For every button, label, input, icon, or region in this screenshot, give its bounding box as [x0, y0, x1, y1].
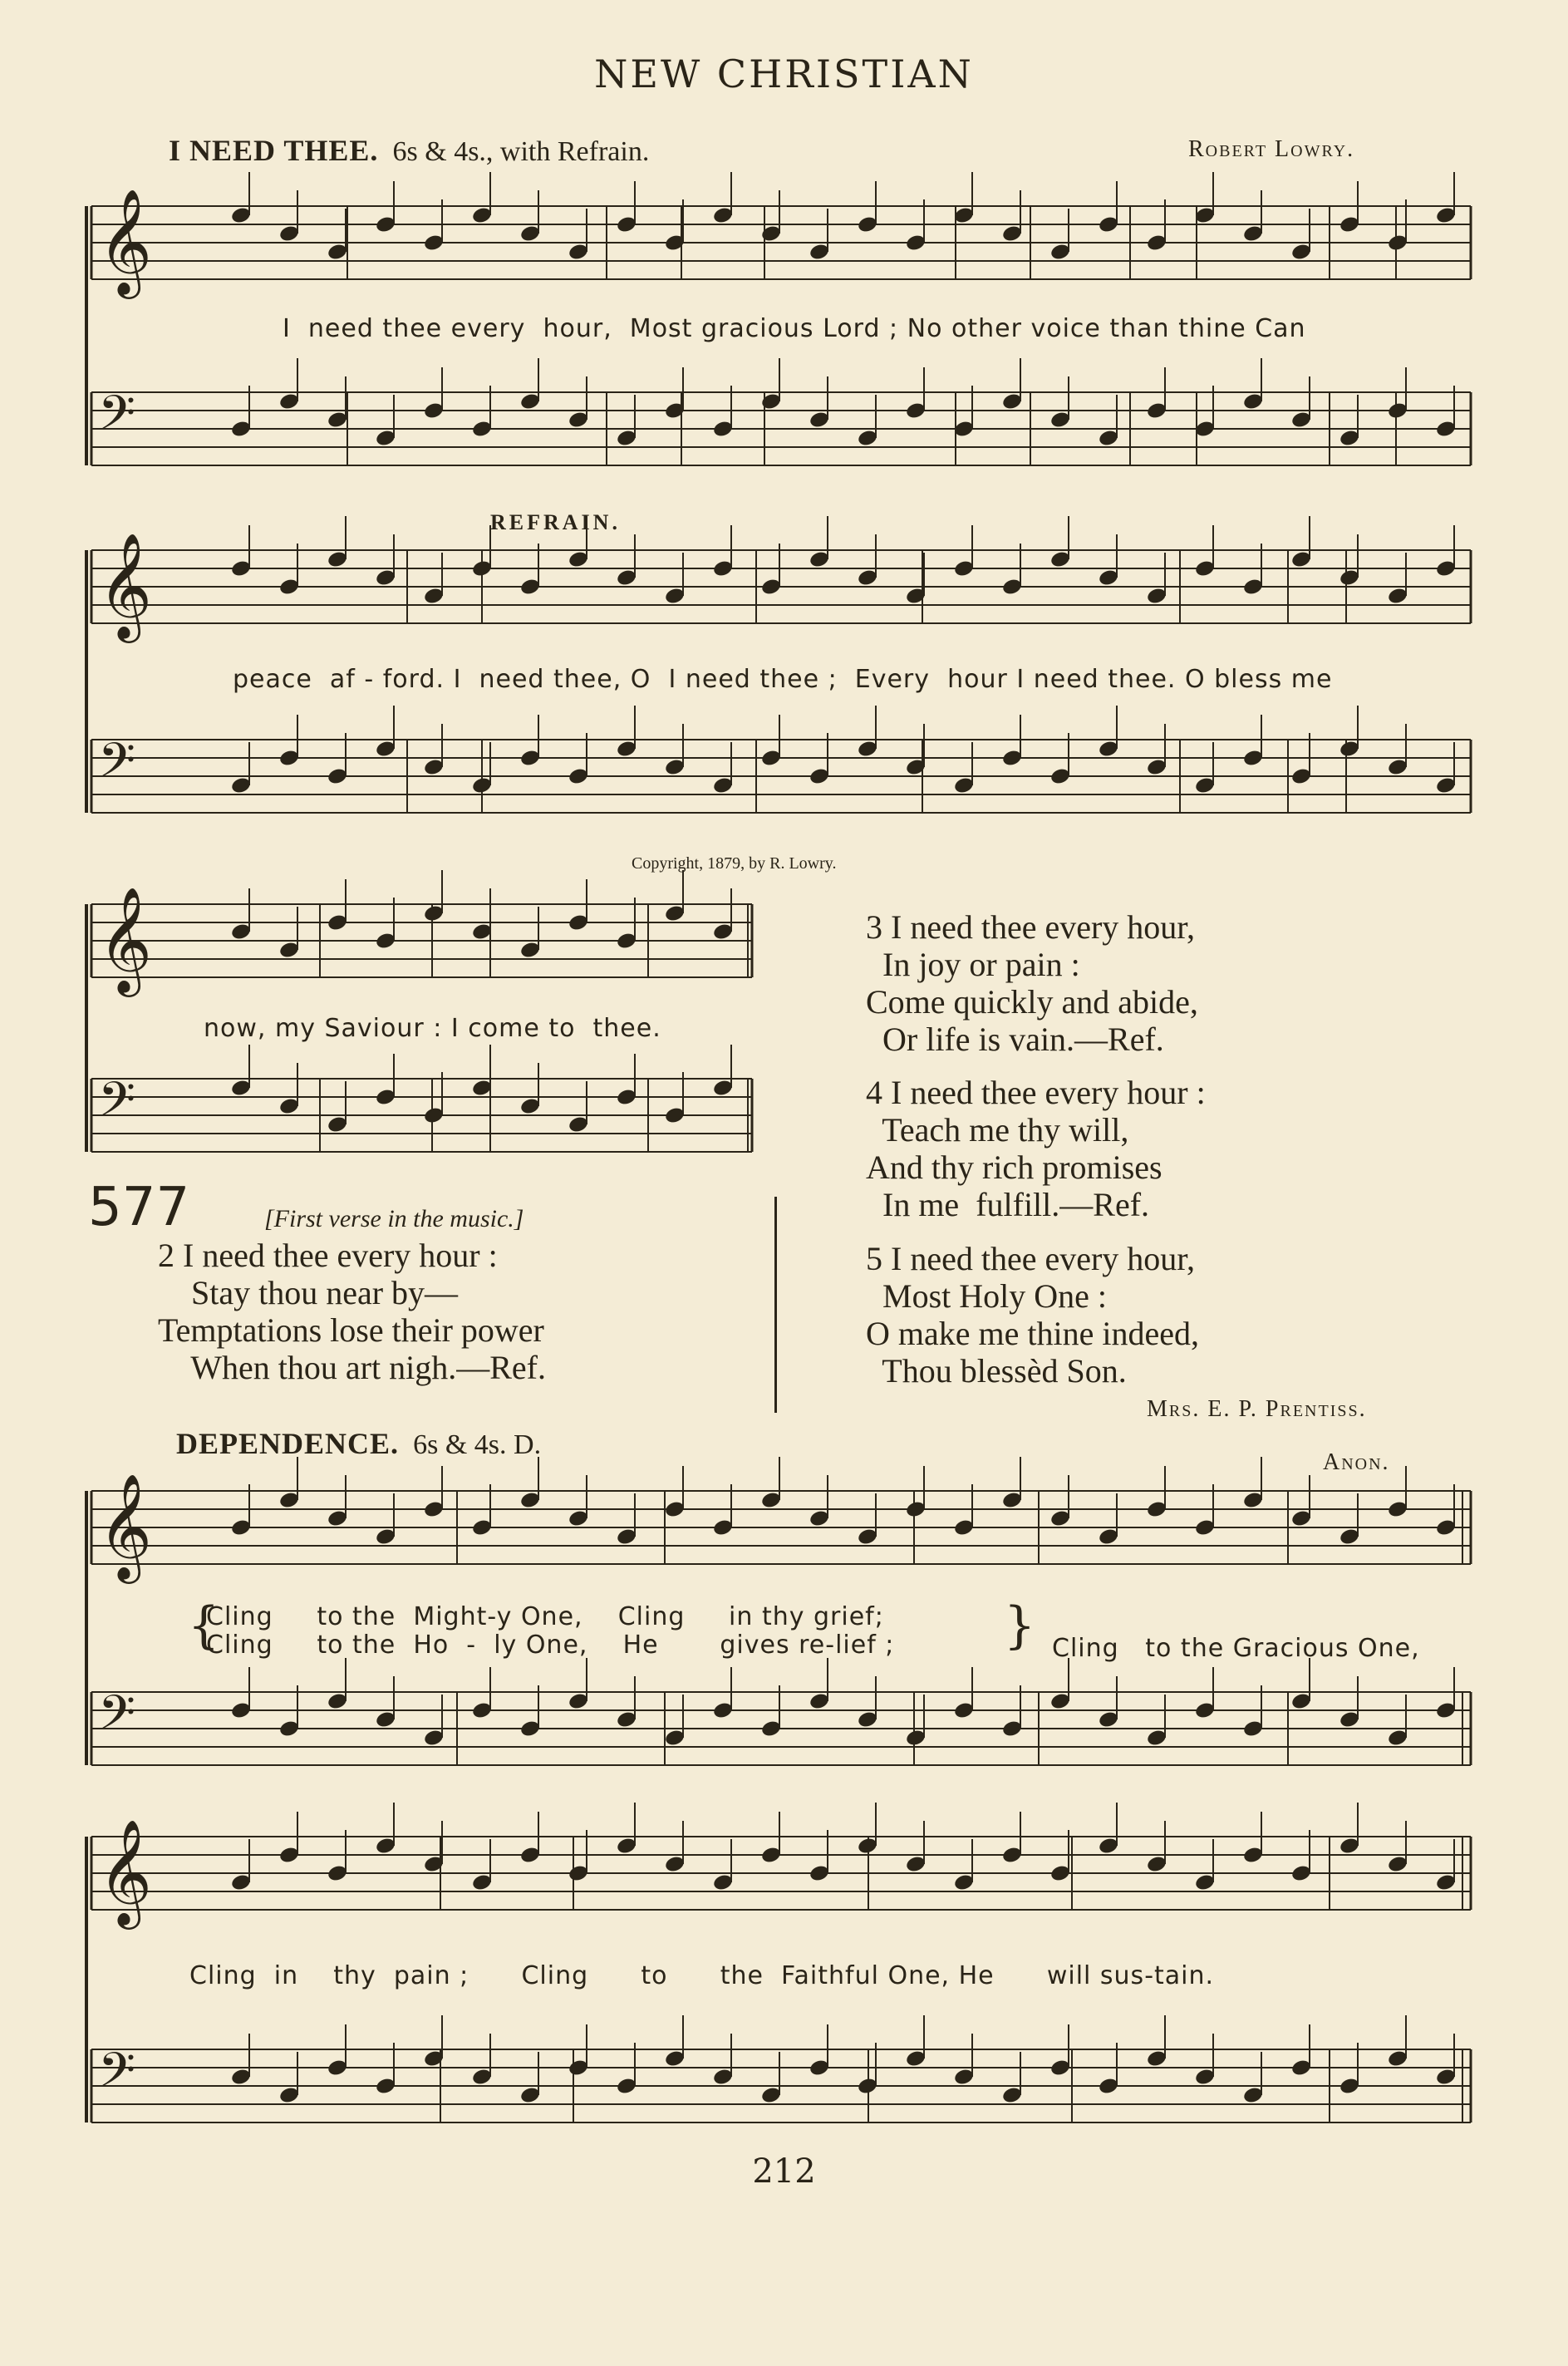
tune-title: DEPENDENCE.	[176, 1427, 400, 1460]
stanza-line: 5 I need thee every hour,	[866, 1240, 1195, 1277]
treble-clef-icon: 𝄞	[98, 1818, 153, 1925]
brace: }	[1004, 1596, 1036, 1655]
running-head: NEW CHRISTIAN	[594, 52, 974, 96]
bass-clef-icon: 𝄢	[98, 385, 136, 453]
bass-clef-icon: 𝄢	[98, 732, 136, 800]
lyric-line: now, my Saviour : I come to thee.	[204, 1014, 661, 1043]
stanza-line: In me fulfill.—Ref.	[866, 1186, 1150, 1223]
treble-clef-icon: 𝄞	[98, 1473, 153, 1579]
stanza-line: Come quickly and abide,	[866, 983, 1198, 1021]
stanza-5	[866, 1240, 1199, 1390]
stanza-line: 3 I need thee every hour,	[866, 908, 1195, 946]
stanza-line: Temptations lose their power	[158, 1311, 544, 1349]
stanza-line: 2 I need thee every hour :	[158, 1237, 498, 1274]
bass-clef-icon: 𝄢	[98, 1071, 136, 1139]
stanza-4	[866, 1074, 1206, 1223]
stanza-2	[158, 1237, 546, 1386]
stanza-line: And thy rich promises	[866, 1149, 1162, 1186]
verse-note: [First verse in the music.]	[264, 1205, 524, 1232]
hymn-number: 577	[88, 1177, 190, 1238]
tune-title: I NEED THEE.	[169, 134, 379, 167]
bass-clef-icon: 𝄢	[98, 2042, 136, 2110]
column-divider	[774, 1197, 777, 1413]
copyright-notice: Copyright, 1879, by R. Lowry.	[632, 854, 837, 873]
lyric-line: Cling to the Might-y One, Cling in thy grief;	[206, 1602, 884, 1631]
treble-clef-icon: 𝄞	[98, 188, 153, 294]
tune-meter: 6s & 4s. D.	[413, 1429, 542, 1460]
stanza-line: Thou blessèd Son.	[866, 1352, 1127, 1390]
treble-clef-icon: 𝄞	[98, 532, 153, 638]
stanza-line: In joy or pain :	[866, 946, 1080, 983]
bass-clef-icon: 𝄢	[98, 1685, 136, 1753]
lyric-line: Cling to the Gracious One,	[1052, 1634, 1420, 1663]
refrain-label: REFRAIN.	[490, 510, 621, 534]
stanza-line: Stay thou near by—	[158, 1274, 459, 1311]
lyric-line: Cling in thy pain ; Cling to the Faithful One, He will sus-tain.	[189, 1961, 1215, 1990]
brace: {	[188, 1596, 220, 1655]
stanza-line: Teach me thy will,	[866, 1111, 1129, 1149]
tune-meter: 6s & 4s., with Refrain.	[392, 136, 650, 167]
stanza-line: Most Holy One :	[866, 1277, 1107, 1315]
stanza-line: Or life is vain.—Ref.	[866, 1021, 1164, 1058]
composer: Robert Lowry.	[1188, 136, 1355, 162]
stanza-line: When thou art nigh.—Ref.	[158, 1349, 546, 1386]
page-number: 212	[752, 2152, 816, 2191]
lyric-line: Cling to the Ho - ly One, He gives re-lief ;	[206, 1631, 895, 1660]
tune-heading	[176, 1426, 541, 1461]
lyric-line: I need thee every hour, Most gracious Lord ; No other voice than thine Can	[283, 314, 1306, 343]
stanza-line: O make me thine indeed,	[866, 1315, 1199, 1352]
lyric-line: peace af - ford. I need thee, O I need thee ; Every hour I need thee. O bless me	[233, 665, 1333, 694]
stanza-line: 4 I need thee every hour :	[866, 1074, 1206, 1111]
treble-clef-icon: 𝄞	[98, 886, 153, 992]
hymn-author: Mrs. E. P. Prentiss.	[1147, 1396, 1367, 1422]
stanza-3	[866, 908, 1198, 1058]
composer: Anon.	[1323, 1449, 1390, 1475]
